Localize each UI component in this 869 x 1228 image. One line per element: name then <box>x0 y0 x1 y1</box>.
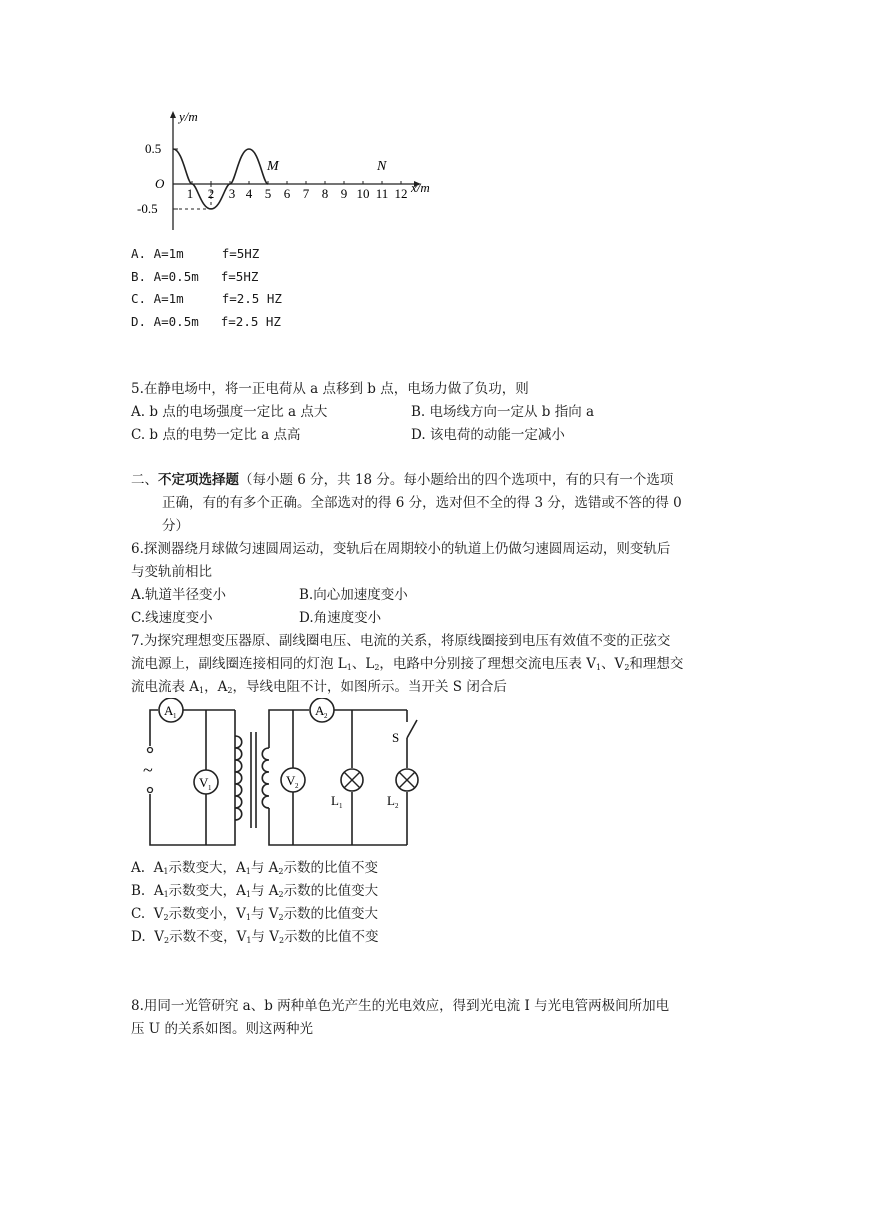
q4-option-d: D. A=0.5m f=2.5 HZ <box>131 314 281 329</box>
ammeter-a1 <box>159 698 183 722</box>
point-m-label: M <box>267 159 279 174</box>
svg-text:1: 1 <box>339 802 343 810</box>
x-tick-label: 2 <box>207 186 215 201</box>
q6-option-b: B.向心加速度变小 <box>299 587 408 603</box>
ammeter-a2 <box>310 698 334 722</box>
lamp-l2 <box>387 769 418 810</box>
svg-text:L: L <box>331 793 339 808</box>
x-tick-label: 7 <box>302 186 310 201</box>
svg-text:A: A <box>315 703 325 718</box>
svg-text:1: 1 <box>173 712 177 720</box>
section-title: 不定项选择题 <box>158 472 239 488</box>
q5-option-b: B. 电场线方向一定从 b 指向 a <box>411 404 595 420</box>
switch-label: S <box>392 730 400 745</box>
q7-option-c: C. $V_2$示数变小，$V_1$与 $V_2$示数的比值变大 <box>131 906 379 922</box>
q4-option-c: C. A=1m f=2.5 HZ <box>131 291 282 306</box>
x-tick-label: 5 <box>264 186 272 201</box>
x-tick-label: 4 <box>245 186 253 201</box>
y-axis-arrow <box>170 111 176 118</box>
voltmeter-v1 <box>194 770 218 794</box>
point-n-label: N <box>377 159 387 174</box>
section-instructions-line3: 分） <box>162 518 189 534</box>
q5-option-a: A. b 点的电场强度一定比 a 点大 <box>131 404 328 420</box>
wave-graph <box>135 105 445 235</box>
q8-stem-line1: 8.用同一光管研究 a、b 两种单色光产生的光电效应，得到光电流 I 与光电管两极间所加电 <box>131 998 670 1014</box>
q6-option-c: C.线速度变小 <box>131 610 213 626</box>
q5-stem: 5.在静电场中，将一正电荷从 a 点移到 b 点，电场力做了负功，则 <box>131 381 529 397</box>
svg-text:L: L <box>387 793 395 808</box>
section-header: 二、不定项选择题（每小题 6 分，共 18 分。每小题给出的四个选项中，有的只有一个选项 <box>131 472 674 488</box>
x-tick-label: 9 <box>340 186 348 201</box>
transformer-circuit <box>138 698 428 850</box>
q6-stem-line2: 与变轨前相比 <box>131 564 212 580</box>
q6-option-a: A.轨道半径变小 <box>131 587 227 603</box>
origin-label: O <box>155 176 165 191</box>
x-tick-label: 3 <box>228 186 236 201</box>
svg-text:2: 2 <box>324 712 328 720</box>
q5-option-d: D. 该电荷的动能一定减小 <box>411 427 565 443</box>
q6-option-d: D.角速度变小 <box>299 610 382 626</box>
svg-text:1: 1 <box>208 784 212 792</box>
svg-text:V: V <box>199 775 209 790</box>
svg-text:A: A <box>164 703 174 718</box>
q7-stem-line3: 流电流表 $A_1$，$A_2$，导线电阻不计，如图所示。当开关 S 闭合后 <box>131 679 507 695</box>
x-tick-label: 8 <box>321 186 329 201</box>
x-axis-label: x/m <box>411 180 430 195</box>
q4-option-a: A. A=1m f=5HZ <box>131 246 260 261</box>
switch-s <box>407 720 417 738</box>
svg-text:2: 2 <box>395 802 399 810</box>
q8-stem-line2: 压 U 的关系如图。则这两种光 <box>131 1021 313 1037</box>
q7-stem-line1: 7.为探究理想变压器原、副线圈电压、电流的关系，将原线圈接到电压有效值不变的正弦交 <box>131 633 671 649</box>
voltmeter-v2 <box>281 768 305 792</box>
q7-option-a: A. $A_1$示数变大，$A_1$与 $A_2$示数的比值不变 <box>131 860 378 876</box>
lamp-l1 <box>331 769 363 810</box>
q7-stem-line2: 流电源上，副线圈连接相同的灯泡 $L_1$、$L_2$，电路中分别接了理想交流电压表 $V_1$、$V_2$和理想交 <box>131 656 684 672</box>
section-instructions-line2: 正确，有的有多个正确。全部选对的得 6 分，选对但不全的得 3 分，选错或不答的得 0 <box>162 495 682 511</box>
x-tick-label: 6 <box>283 186 291 201</box>
y-tick-label: -0.5 <box>137 201 158 216</box>
q5-option-c: C. b 点的电势一定比 a 点高 <box>131 427 301 443</box>
x-tick-label: 1 <box>186 186 194 201</box>
svg-text:V: V <box>286 773 296 788</box>
svg-text:2: 2 <box>295 782 299 790</box>
q6-stem-line1: 6.探测器绕月球做匀速圆周运动，变轨后在周期较小的轨道上仍做匀速圆周运动，则变轨后 <box>131 541 671 557</box>
q7-option-d: D. $V_2$示数不变，$V_1$与 $V_2$示数的比值不变 <box>131 929 379 945</box>
y-tick-label: 0.5 <box>145 141 162 156</box>
x-tick-label: 11 <box>375 186 389 201</box>
y-axis-label: y/m <box>179 109 198 124</box>
q7-option-b: B. $A_1$示数变大，$A_1$与 $A_2$示数的比值变大 <box>131 883 379 899</box>
x-tick-label: 12 <box>394 186 408 201</box>
ac-source-symbol: ~ <box>143 760 153 780</box>
q4-option-b: B. A=0.5m f=5HZ <box>131 269 259 284</box>
x-tick-label: 10 <box>356 186 370 201</box>
